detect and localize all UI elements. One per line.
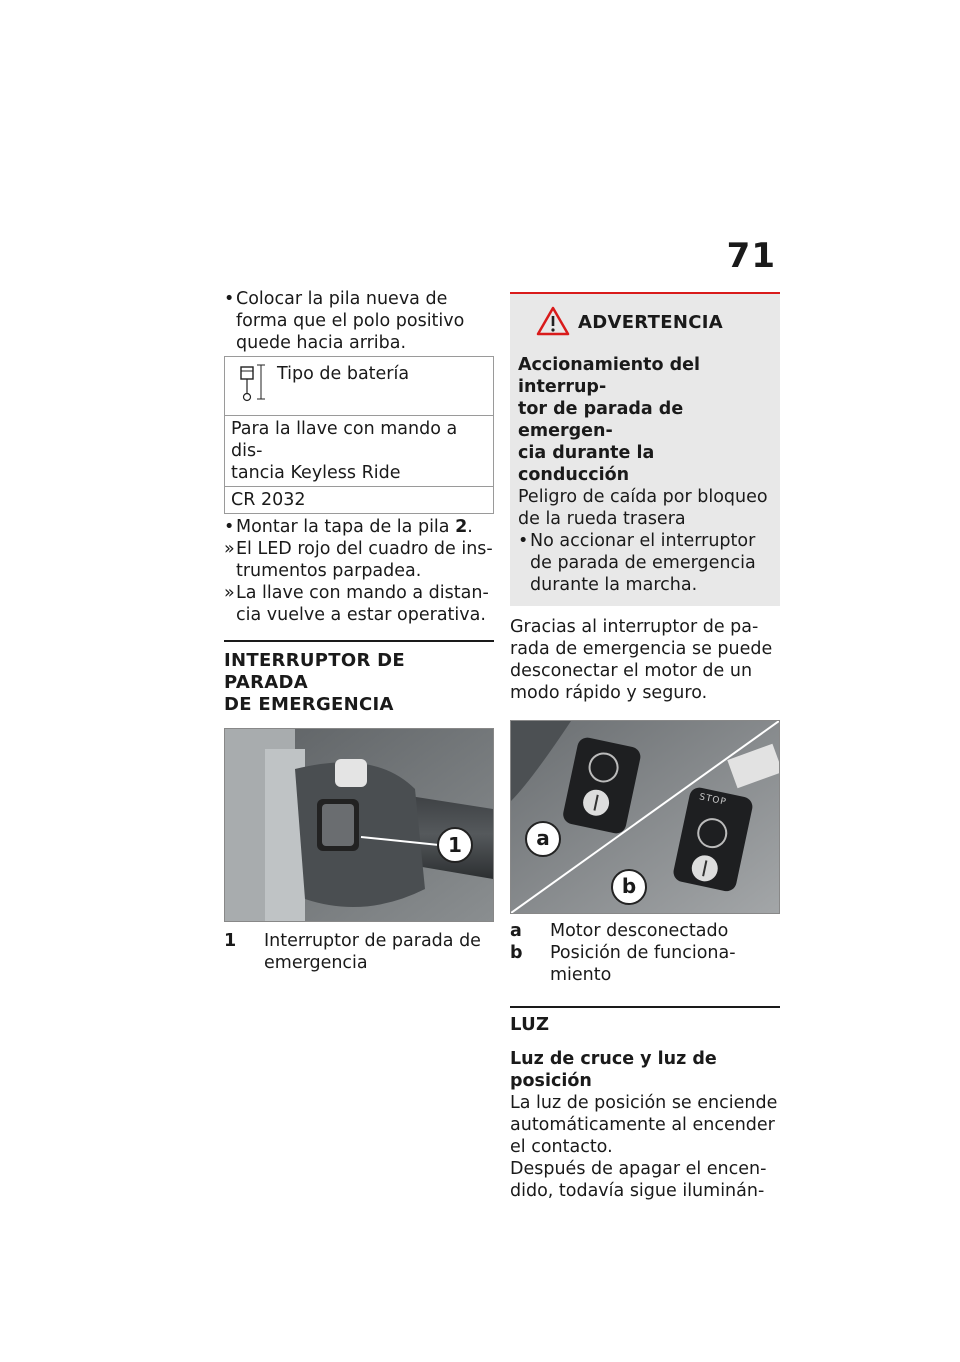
text-line: Gracias al interruptor de pa- — [510, 617, 759, 637]
warning-title: ADVERTENCIA — [578, 312, 723, 333]
text-line: forma que el polo positivo — [236, 311, 465, 331]
reference-number: 2 — [455, 517, 468, 537]
figure-legend — [224, 930, 494, 974]
legend-row — [510, 942, 780, 986]
text-punct: . — [467, 517, 473, 537]
spec-header: Tipo de batería — [277, 364, 410, 384]
text-line: miento — [550, 965, 612, 985]
warning-heading — [518, 354, 770, 486]
section-divider — [510, 1006, 780, 1008]
stop-label: STOP — [698, 792, 728, 808]
text-line: Peligro de caída por bloqueo — [518, 487, 768, 507]
luz-paragraph — [510, 1092, 780, 1202]
text-line: desconectar el motor de un — [510, 661, 753, 681]
text-line: Posición de funciona- — [550, 943, 736, 963]
section-title-line: DE EMERGENCIA — [224, 694, 394, 715]
text-line: quede hacia arriba. — [236, 333, 407, 353]
section-divider — [224, 640, 494, 642]
text-line: cia vuelve a estar operativa. — [236, 605, 486, 625]
bullet-insert-battery — [224, 288, 494, 354]
warning-box — [510, 292, 780, 606]
text-line: La luz de posición se enciende — [510, 1093, 778, 1113]
callout-b: b — [621, 874, 637, 898]
text-line: Montar la tapa de la pila — [236, 517, 450, 537]
legend-key: 1 — [224, 931, 237, 951]
text-line: rada de emergencia se puede — [510, 639, 773, 659]
callout-1: 1 — [448, 833, 462, 857]
text-line: cia durante la conducción — [518, 443, 655, 485]
warning-bullet — [518, 530, 770, 596]
text-line: Interruptor de parada de — [264, 931, 481, 951]
switch-positions-photo — [510, 720, 780, 914]
text-line: dido, todavía sigue iluminán- — [510, 1181, 765, 1201]
subheading: Luz de cruce y luz de posición — [510, 1049, 717, 1091]
text-line: No accionar el interruptor — [530, 531, 756, 551]
section-title: LUZ — [510, 1014, 550, 1035]
spec-label-line: Para la llave con mando a dis- — [231, 419, 458, 461]
left-column — [224, 288, 494, 974]
bullet-mount-cover — [224, 516, 494, 538]
text-line: Colocar la pila nueva de — [236, 289, 448, 309]
spec-label-line: tancia Keyless Ride — [231, 463, 401, 483]
legend-text — [550, 942, 736, 986]
text-line: La llave con mando a distan- — [236, 583, 489, 603]
text-line: de parada de emergencia — [530, 553, 756, 573]
right-column — [510, 292, 780, 1202]
legend-key: b — [510, 943, 523, 963]
text-line: el contacto. — [510, 1137, 613, 1157]
intro-paragraph — [510, 616, 780, 704]
text-line: de la rueda trasera — [518, 509, 686, 529]
result-marker: » — [224, 583, 235, 603]
legend-row — [510, 920, 780, 942]
text-line: automáticamente al encender — [510, 1115, 775, 1135]
section-title-line: INTERRUPTOR DE PARADA — [224, 650, 406, 693]
bullet-marker: • — [518, 531, 529, 551]
warning-triangle-icon — [536, 306, 578, 340]
legend-text — [264, 930, 481, 974]
text-line: durante la marcha. — [530, 575, 698, 595]
text-line: El LED rojo del cuadro de ins- — [236, 539, 493, 559]
bullet-marker: • — [224, 289, 235, 309]
battery-icon — [231, 359, 277, 413]
text-line: Después de apagar el encen- — [510, 1159, 767, 1179]
warning-body — [518, 486, 770, 530]
section-title — [224, 650, 494, 716]
bullet-marker: • — [224, 517, 235, 537]
legend-text: Motor desconectado — [550, 921, 729, 941]
text-line: tor de parada de emergen- — [518, 399, 684, 441]
text-line: trumentos parpadea. — [236, 561, 422, 581]
text-line: Accionamiento del interrup- — [518, 355, 701, 397]
callout-a: a — [536, 826, 550, 850]
emergency-switch-photo — [224, 728, 494, 922]
text-line: modo rápido y seguro. — [510, 683, 708, 703]
text-line: emergencia — [264, 953, 368, 973]
result-marker: » — [224, 539, 235, 559]
figure-legend — [510, 920, 780, 986]
result-led — [224, 538, 494, 582]
legend-key: a — [510, 921, 522, 941]
battery-spec-table — [224, 356, 494, 514]
page-number: 71 — [726, 236, 776, 276]
result-key — [224, 582, 494, 626]
spec-value: CR 2032 — [225, 487, 494, 514]
